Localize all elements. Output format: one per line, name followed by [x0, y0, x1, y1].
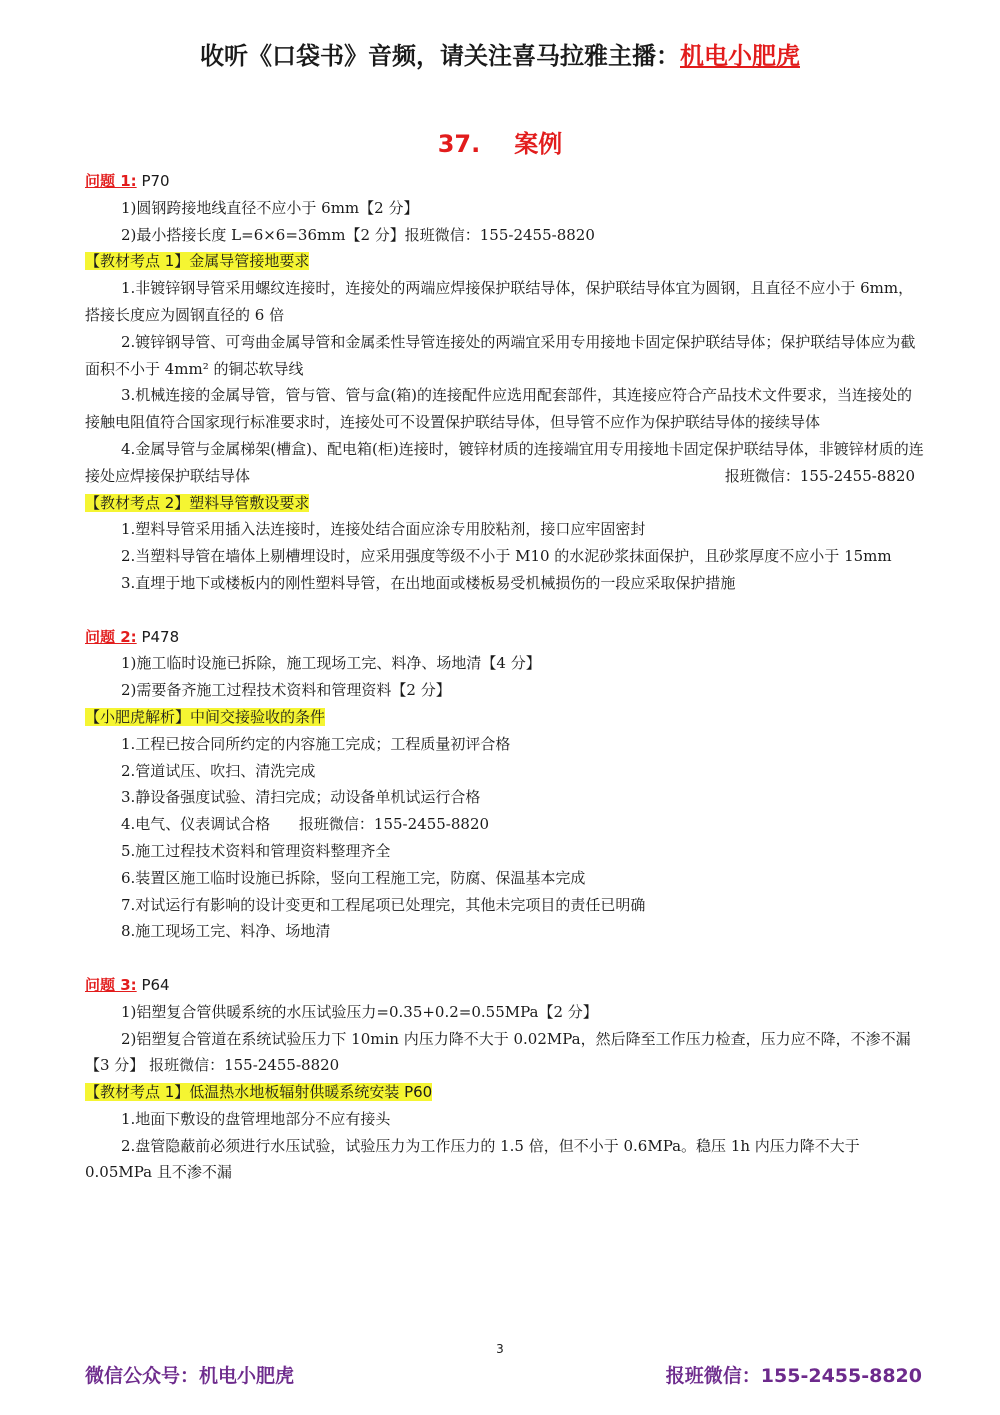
wechat-contact: 报班微信：155-2455-8820 [724, 466, 915, 485]
knowledge-item: 7.对试运行有影响的设计变更和工程尾项已处理完，其他未完项目的责任已明确 [121, 895, 646, 914]
header-anchor-link[interactable]: 机电小肥虎 [680, 42, 800, 70]
knowledge-item: 1.工程已按合同所约定的内容施工完成；工程质量初评合格 [121, 734, 511, 753]
answer-item: 1)施工临时设施已拆除，施工现场工完、料净、场地清【4 分】 [121, 654, 541, 673]
knowledge-item: 4.电气、仪表调试合格 报班微信：155-2455-8820 [121, 815, 490, 834]
document-body [85, 168, 925, 1186]
knowledge-item: 8.施工现场工完、料净、场地清 [121, 922, 331, 941]
analysis-title: 【小肥虎解析】中间交接验收的条件 [85, 707, 326, 726]
section-number: 37. [437, 130, 481, 158]
question-2-heading [85, 624, 925, 651]
answer-item: 2)需要备齐施工过程技术资料和管理资料【2 分】 [121, 681, 451, 700]
knowledge-point-title: 【教材考点 2】塑料导管敷设要求 [85, 493, 310, 512]
knowledge-item: 1.地面下敷设的盘管埋地部分不应有接头 [121, 1109, 391, 1128]
knowledge-item: 6.装置区施工临时设施已拆除，竖向工程施工完，防腐、保温基本完成 [121, 868, 586, 887]
answer-item: 2)最小搭接长度 L=6×6=36mm【2 分】报班微信：155-2455-8820 [121, 225, 595, 244]
section-title-text: 案例 [514, 130, 563, 158]
page-number: 3 [496, 1342, 504, 1356]
knowledge-point-title: 【教材考点 1】金属导管接地要求 [85, 252, 310, 271]
header-banner [0, 36, 1000, 71]
knowledge-item: 2.镀锌钢导管、可弯曲金属导管和金属柔性导管连接处的两端宜采用专用接地卡固定保护联结导体；保护联结导体应为截面积不小于 4mm² 的铜芯软导线 [85, 332, 916, 378]
question-2-page: P478 [136, 627, 180, 646]
answer-item: 2)铝塑复合管道在系统试验压力下 10min 内压力降不大于 0.02MPa，然后降至工作压力检查，压力应不降，不渗不漏【3 分】 报班微信：155-2455-8820 [85, 1029, 911, 1075]
question-1-label: 问题 1: [85, 172, 137, 190]
question-3-heading [85, 972, 925, 999]
knowledge-item: 3.静设备强度试验、清扫完成；动设备单机试运行合格 [121, 788, 481, 807]
knowledge-item [85, 436, 925, 490]
question-1-page: P70 [136, 172, 170, 190]
footer-wechat-account: 微信公众号：机电小肥虎 [85, 1365, 295, 1387]
question-3-label: 问题 3: [85, 975, 137, 994]
knowledge-item: 5.施工过程技术资料和管理资料整理齐全 [121, 841, 391, 860]
knowledge-item: 1.塑料导管采用插入法连接时，连接处结合面应涂专用胶粘剂，接口应牢固密封 [121, 520, 646, 539]
knowledge-item: 3.机械连接的金属导管，管与管、管与盒(箱)的连接配件应选用配套部件，其连接应符合产品技术文件要求，当连接处的接触电阻值符合国家现行标准要求时，连接处可不设置保护联结导体，但导管不应作为保护联结导体的接续导体 [85, 386, 913, 432]
knowledge-item: 2.盘管隐蔽前必须进行水压试验，试验压力为工作压力的 1.5 倍，但不小于 0.6MPa。稳压 1h 内压力降不大于 0.05MPa 且不渗不漏 [85, 1136, 860, 1182]
header-text: 收听《口袋书》音频，请关注喜马拉雅主播： [200, 42, 680, 70]
question-2-label: 问题 2: [85, 627, 137, 646]
knowledge-item-text: 4.金属导管与金属梯架(槽盒)、配电箱(柜)连接时，镀锌材质的连接端宜用专用接地卡固定保护联结导体，非镀锌材质的连接处应焊接保护联结导体 [85, 439, 924, 485]
knowledge-item: 2.管道试压、吹扫、清洗完成 [121, 761, 316, 780]
answer-item: 1)铝塑复合管供暖系统的水压试验压力=0.35+0.2=0.55MPa【2 分】 [121, 1002, 598, 1021]
knowledge-point-title: 【教材考点 1】低温热水地板辐射供暖系统安装 P60 [85, 1083, 433, 1102]
knowledge-item: 3.直埋于地下或楼板内的刚性塑料导管，在出地面或楼板易受机械损伤的一段应采取保护措施 [121, 573, 736, 592]
footer-contact: 报班微信：155-2455-8820 [665, 1365, 922, 1387]
question-1-heading [85, 168, 925, 195]
question-3-page: P64 [136, 975, 170, 994]
knowledge-item: 1.非镀锌钢导管采用螺纹连接时，连接处的两端应焊接保护联结导体，保护联结导体宜为圆钢，且直径不应小于 6mm，搭接长度应为圆钢直径的 6 倍 [85, 279, 914, 324]
answer-item: 1)圆钢跨接地线直径不应小于 6mm【2 分】 [121, 198, 419, 217]
section-title [0, 124, 1000, 159]
knowledge-item: 2.当塑料导管在墙体上剔槽埋设时，应采用强度等级不小于 M10 的水泥砂浆抹面保护，且砂浆厚度不应小于 15mm [121, 547, 892, 566]
